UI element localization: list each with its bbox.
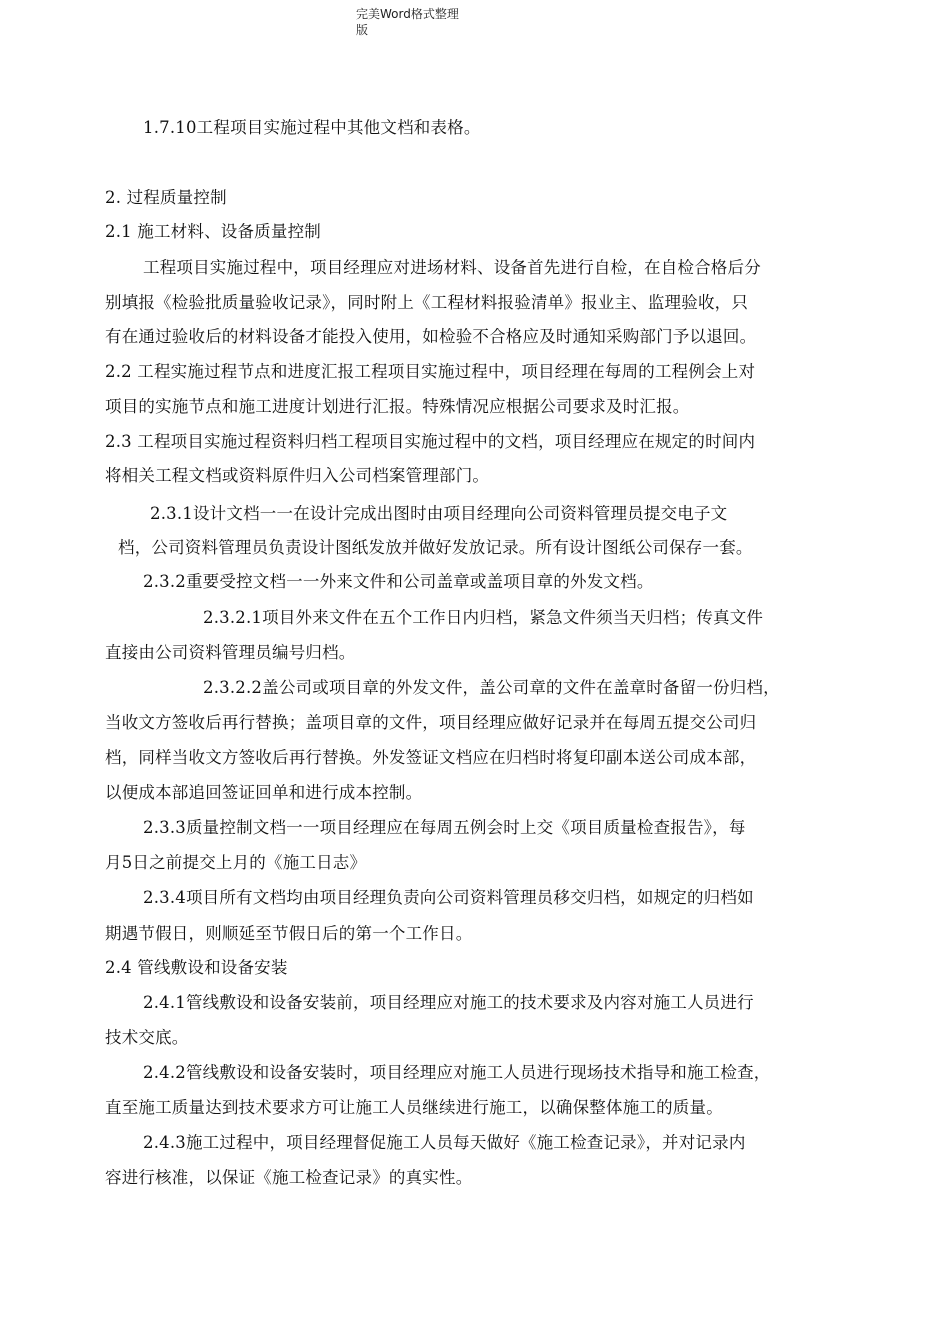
text-line: 有在通过验收后的材料设备才能投入使用，如检验不合格应及时通知采购部门予以退回。 [105, 327, 757, 346]
text-line: 2.3.1设计文档一一在设计完成出图时由项目经理向公司资料管理员提交电子文 [150, 504, 728, 523]
text-line: 项目的实施节点和施工进度计划进行汇报。特殊情况应根据公司要求及时汇报。 [105, 397, 690, 416]
text-line: 2.4.2管线敷设和设备安装时，项目经理应对施工人员进行现场技术指导和施工检查， [143, 1063, 771, 1082]
header-line-2: 版 [356, 23, 369, 37]
text-line: 工程项目实施过程中，项目经理应对进场材料、设备首先进行自检，在自检合格后分 [143, 258, 761, 277]
page-header [356, 6, 496, 38]
text-line: 2.4.3施工过程中，项目经理督促施工人员每天做好《施工检查记录》，并对记录内 [143, 1133, 746, 1152]
text-line: 2.4.1管线敷设和设备安装前，项目经理应对施工的技术要求及内容对施工人员进行 [143, 993, 754, 1012]
text-line: 期遇节假日，则顺延至节假日后的第一个工作日。 [105, 924, 473, 943]
text-line: 档，公司资料管理员负责设计图纸发放并做好发放记录。所有设计图纸公司保存一套。 [118, 538, 753, 557]
header-line-1: 完美Word格式整理 [356, 7, 459, 21]
text-line: 2.3.2.2盖公司或项目章的外发文件，盖公司章的文件在盖章时备留一份归档， [203, 678, 780, 697]
text-line: 别填报《检验批质量验收记录》，同时附上《工程材料报验清单》报业主、监理验收，只 [105, 293, 749, 312]
text-line: 档，同样当收文方签收后再行替换。外发签证文档应在归档时将复印副本送公司成本部， [105, 748, 757, 767]
text-line: 2.3.2.1项目外来文件在五个工作日内归档，紧急文件须当天归档；传真文件 [203, 608, 764, 627]
text-line: 直至施工质量达到技术要求方可让施工人员继续进行施工，以确保整体施工的质量。 [105, 1098, 723, 1117]
text-line: 技术交底。 [105, 1028, 189, 1047]
text-line: 将相关工程文档或资料原件归入公司档案管理部门。 [105, 466, 490, 485]
section-heading: 2. 过程质量控制 [105, 188, 227, 207]
text-line: 当收文方签收后再行替换；盖项目章的文件，项目经理应做好记录并在每周五提交公司归 [105, 713, 757, 732]
text-line: 2.3.4项目所有文档均由项目经理负责向公司资料管理员移交归档，如规定的归档如 [143, 888, 754, 907]
text-line: 直接由公司资料管理员编号归档。 [105, 643, 356, 662]
text-line: 月5日之前提交上月的《施工日志》 [105, 853, 367, 872]
text-line: 2.3 工程项目实施过程资料归档工程项目实施过程中的文档，项目经理应在规定的时间内 [105, 432, 756, 451]
text-line: 2.3.3质量控制文档一一项目经理应在每周五例会时上交《项目质量检查报告》，每 [143, 818, 746, 837]
text-line: 2.2 工程实施过程节点和进度汇报工程项目实施过程中，项目经理在每周的工程例会上对 [105, 362, 756, 381]
subsection-heading: 2.1 施工材料、设备质量控制 [105, 222, 321, 241]
text-line: 1.7.10工程项目实施过程中其他文档和表格。 [143, 118, 481, 137]
text-line: 以便成本部追回签证回单和进行成本控制。 [105, 783, 423, 802]
text-line: 容进行核准，以保证《施工检查记录》的真实性。 [105, 1168, 473, 1187]
text-line: 2.3.2重要受控文档一一外来文件和公司盖章或盖项目章的外发文档。 [143, 572, 654, 591]
subsection-heading: 2.4 管线敷设和设备安装 [105, 958, 288, 977]
